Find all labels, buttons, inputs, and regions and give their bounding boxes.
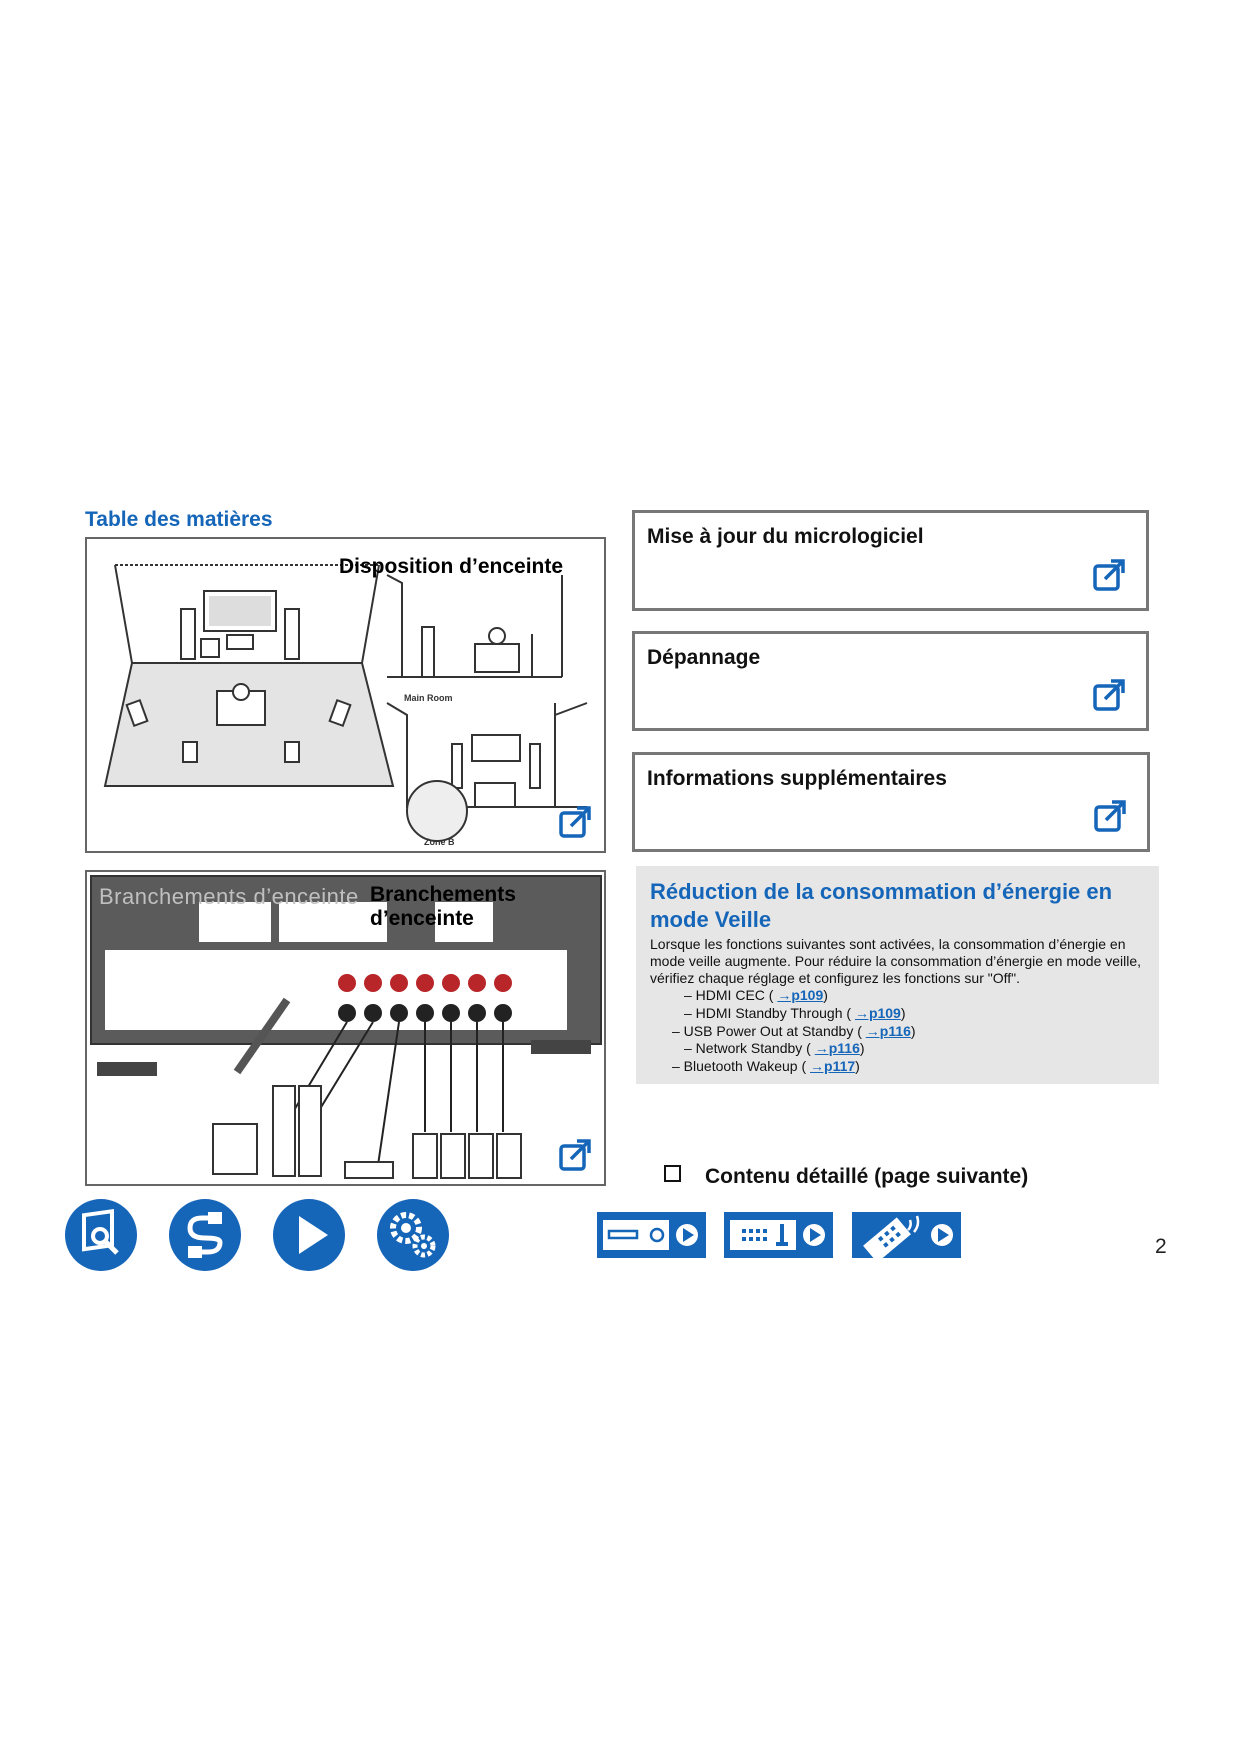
section-additional-info-label: Informations supplémentaires — [647, 767, 947, 790]
section-troubleshooting-label: Dépannage — [647, 646, 761, 669]
notice-body: Lorsque les fonctions suivantes sont activées, la consommation d’énergie en mode veille augmente. Pour réduire la consommation d’énergie en mode veille, vérifiez chaque réglage et configurez les fonctions sur "Off". — [650, 936, 1142, 986]
speaker-layout-panel[interactable] — [85, 537, 606, 853]
notice-item: – USB Power Out at Standby ( →p116) — [672, 1022, 916, 1039]
receiver-display-icon[interactable] — [724, 1212, 833, 1258]
notice-item: – Network Standby ( →p116) — [684, 1040, 865, 1057]
page-link[interactable]: →p109 — [854, 1004, 901, 1021]
cable-connection-icon[interactable] — [168, 1198, 242, 1272]
manual-search-icon[interactable] — [64, 1198, 138, 1272]
remote-control-icon[interactable] — [852, 1212, 961, 1258]
notice-item: – HDMI Standby Through ( →p109) — [684, 1004, 906, 1021]
speaker-layout-label: Disposition d’enceinte — [339, 555, 564, 578]
settings-gears-icon[interactable] — [376, 1198, 450, 1272]
section-troubleshooting[interactable] — [632, 631, 1149, 731]
checkbox-icon — [664, 1165, 681, 1182]
notice-function-list — [650, 987, 916, 1076]
section-firmware-update[interactable] — [632, 510, 1149, 611]
notice-item: – Bluetooth Wakeup ( →p117) — [672, 1058, 860, 1075]
speaker-layout-illustration — [87, 539, 604, 851]
main-room-caption: Main Room — [404, 693, 453, 703]
page-link[interactable]: →p117 — [810, 1058, 856, 1075]
page-number: 2 — [1155, 1235, 1167, 1258]
page-link[interactable]: →p116 — [814, 1040, 860, 1057]
play-icon[interactable] — [272, 1198, 346, 1272]
page-link[interactable]: →p109 — [777, 987, 824, 1003]
standby-power-notice — [636, 866, 1159, 1084]
receiver-front-panel-icon[interactable] — [597, 1212, 706, 1258]
toc-title: Table des matières — [85, 508, 273, 531]
zone-b-caption: Zone B — [424, 837, 455, 847]
speaker-connections-label: Branchements d’enceinte — [370, 883, 516, 930]
external-link-icon[interactable] — [1092, 678, 1126, 712]
next-page-link[interactable] — [664, 1165, 1028, 1189]
section-additional-info[interactable] — [632, 752, 1150, 852]
speaker-connections-ghost-label: Branchements d’enceinte — [99, 884, 359, 909]
speaker-connections-panel[interactable] — [85, 870, 606, 1186]
external-link-icon[interactable] — [1093, 799, 1127, 833]
external-link-icon[interactable] — [1092, 558, 1126, 592]
section-firmware-update-label: Mise à jour du micrologiciel — [647, 525, 924, 548]
external-link-icon[interactable] — [558, 805, 592, 839]
notice-heading: Réduction de la consommation d’énergie en mode Veille — [650, 879, 1113, 932]
external-link-icon[interactable] — [558, 1138, 592, 1172]
next-page-label: Contenu détaillé (page suivante) — [705, 1165, 1029, 1188]
page-link[interactable]: →p116 — [865, 1022, 911, 1039]
notice-item: – HDMI CEC ( →p109) — [684, 987, 828, 1003]
